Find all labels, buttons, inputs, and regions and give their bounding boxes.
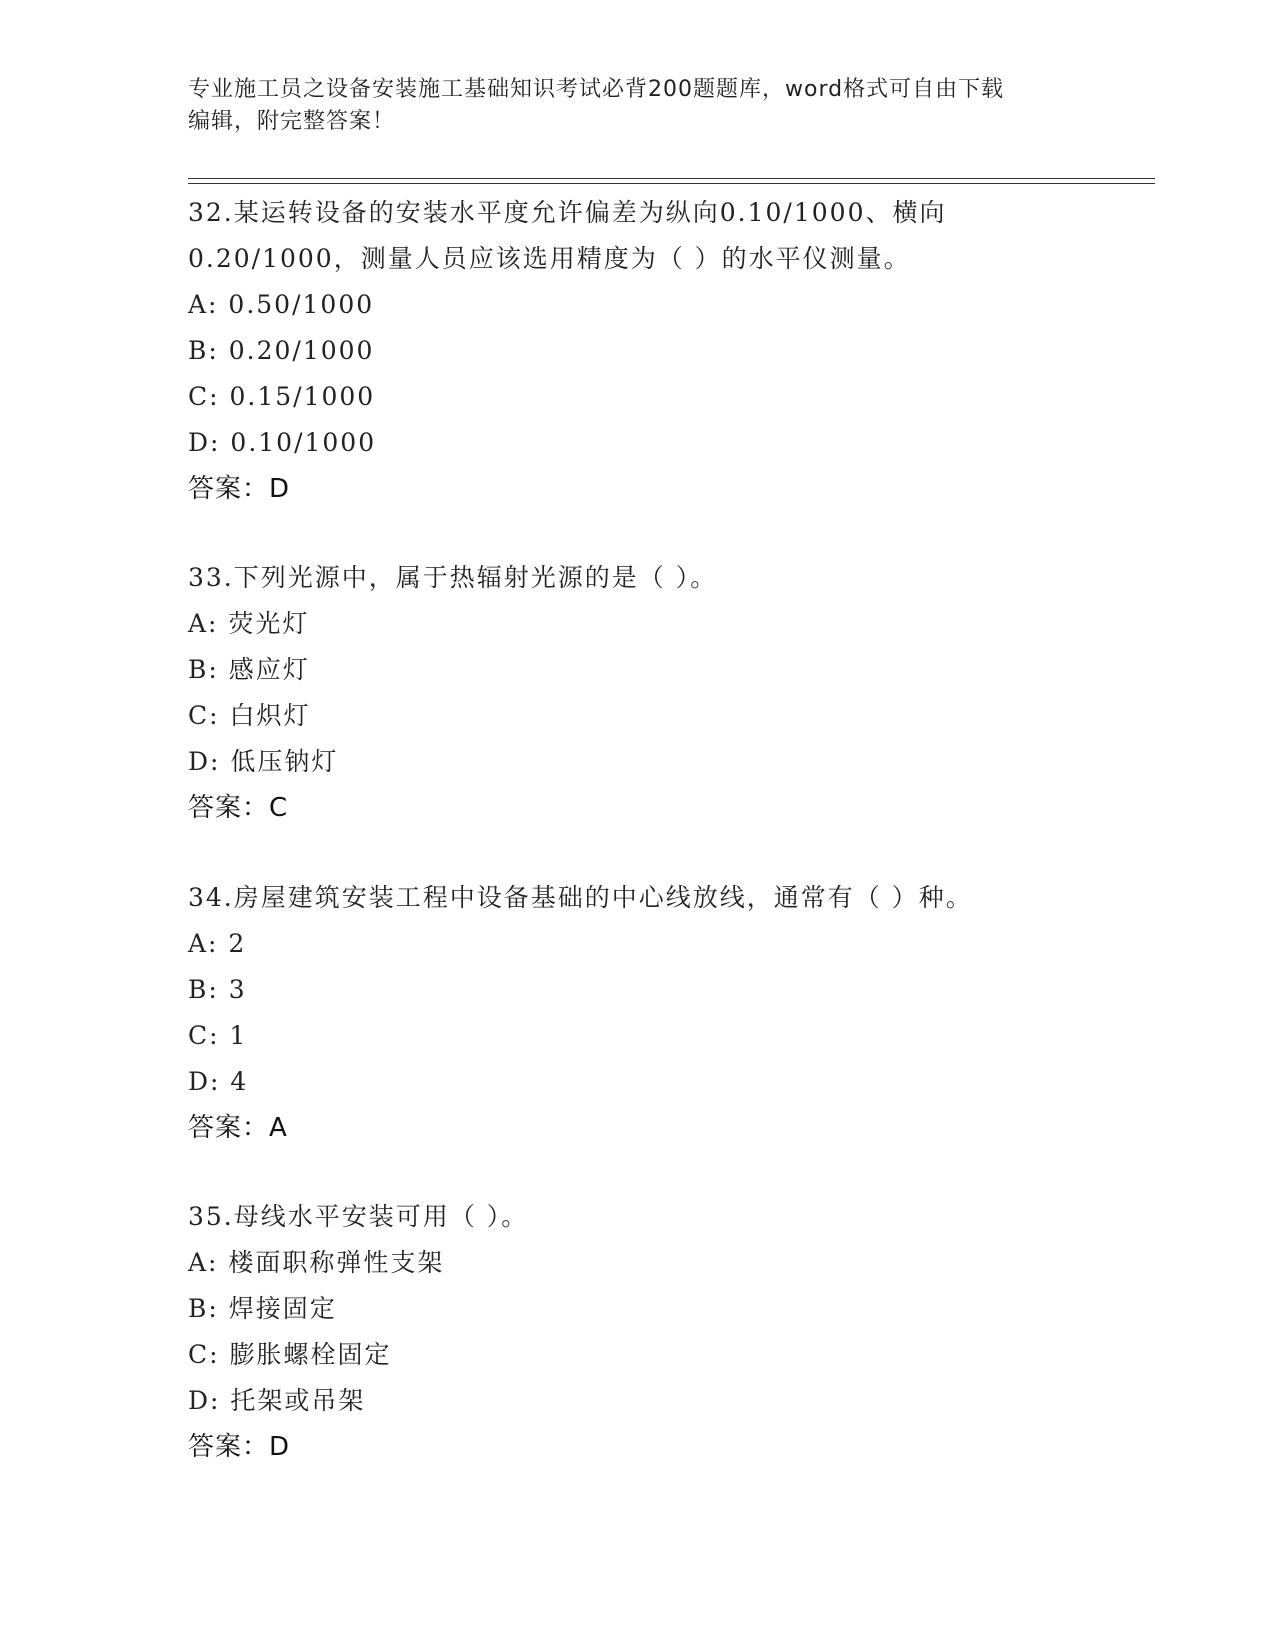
option-b: B: 焊接固定 (188, 1294, 337, 1323)
answer-line: 答案：D (188, 1432, 291, 1462)
question-stem-line: 33.下列光源中，属于热辐射光源的是（ ）。 (188, 563, 718, 592)
option-d: D: 托架或吊架 (188, 1386, 366, 1415)
option-d: D: 0.10/1000 (188, 428, 377, 457)
option-c: C: 膨胀螺栓固定 (188, 1340, 392, 1369)
header-line-2: 编辑，附完整答案！ (188, 109, 396, 134)
question-stem (188, 1194, 1148, 1240)
option-a: A: 2 (188, 929, 247, 958)
question-stem (188, 555, 1148, 601)
document-header (188, 74, 1088, 138)
option-d: D: 低压钠灯 (188, 747, 339, 776)
header-divider-top (188, 178, 1155, 179)
question-stem-line: 35.母线水平安装可用（ ）。 (188, 1202, 529, 1231)
header-divider-bottom (188, 183, 1155, 184)
answer-line: 答案：D (188, 474, 291, 504)
option-b: B: 感应灯 (188, 655, 310, 684)
option-a: A: 0.50/1000 (188, 290, 375, 319)
question-stem (188, 190, 1148, 282)
option-b: B: 3 (188, 975, 247, 1004)
option-c: C: 白炽灯 (188, 701, 311, 730)
option-a: A: 荧光灯 (188, 609, 310, 638)
header-line-1: 专业施工员之设备安装施工基础知识考试必背200题题库，word格式可自由下载 (188, 77, 1005, 102)
question-stem-line: 32.某运转设备的安装水平度允许偏差为纵向0.10/1000、横向 (188, 198, 947, 227)
question-stem-line: 0.20/1000，测量人员应该选用精度为（ ）的水平仪测量。 (188, 244, 911, 273)
answer-line: 答案：C (188, 793, 289, 823)
option-b: B: 0.20/1000 (188, 336, 375, 365)
question-34 (188, 875, 1148, 1151)
question-33 (188, 555, 1148, 831)
option-c: C: 0.15/1000 (188, 382, 376, 411)
question-stem (188, 875, 1148, 921)
answer-line: 答案：A (188, 1113, 288, 1143)
question-stem-line: 34.房屋建筑安装工程中设备基础的中心线放线，通常有（ ）种。 (188, 883, 973, 912)
question-35 (188, 1194, 1148, 1470)
option-d: D: 4 (188, 1067, 249, 1096)
question-32 (188, 190, 1148, 512)
option-c: C: 1 (188, 1021, 248, 1050)
option-a: A: 楼面职称弹性支架 (188, 1248, 445, 1277)
